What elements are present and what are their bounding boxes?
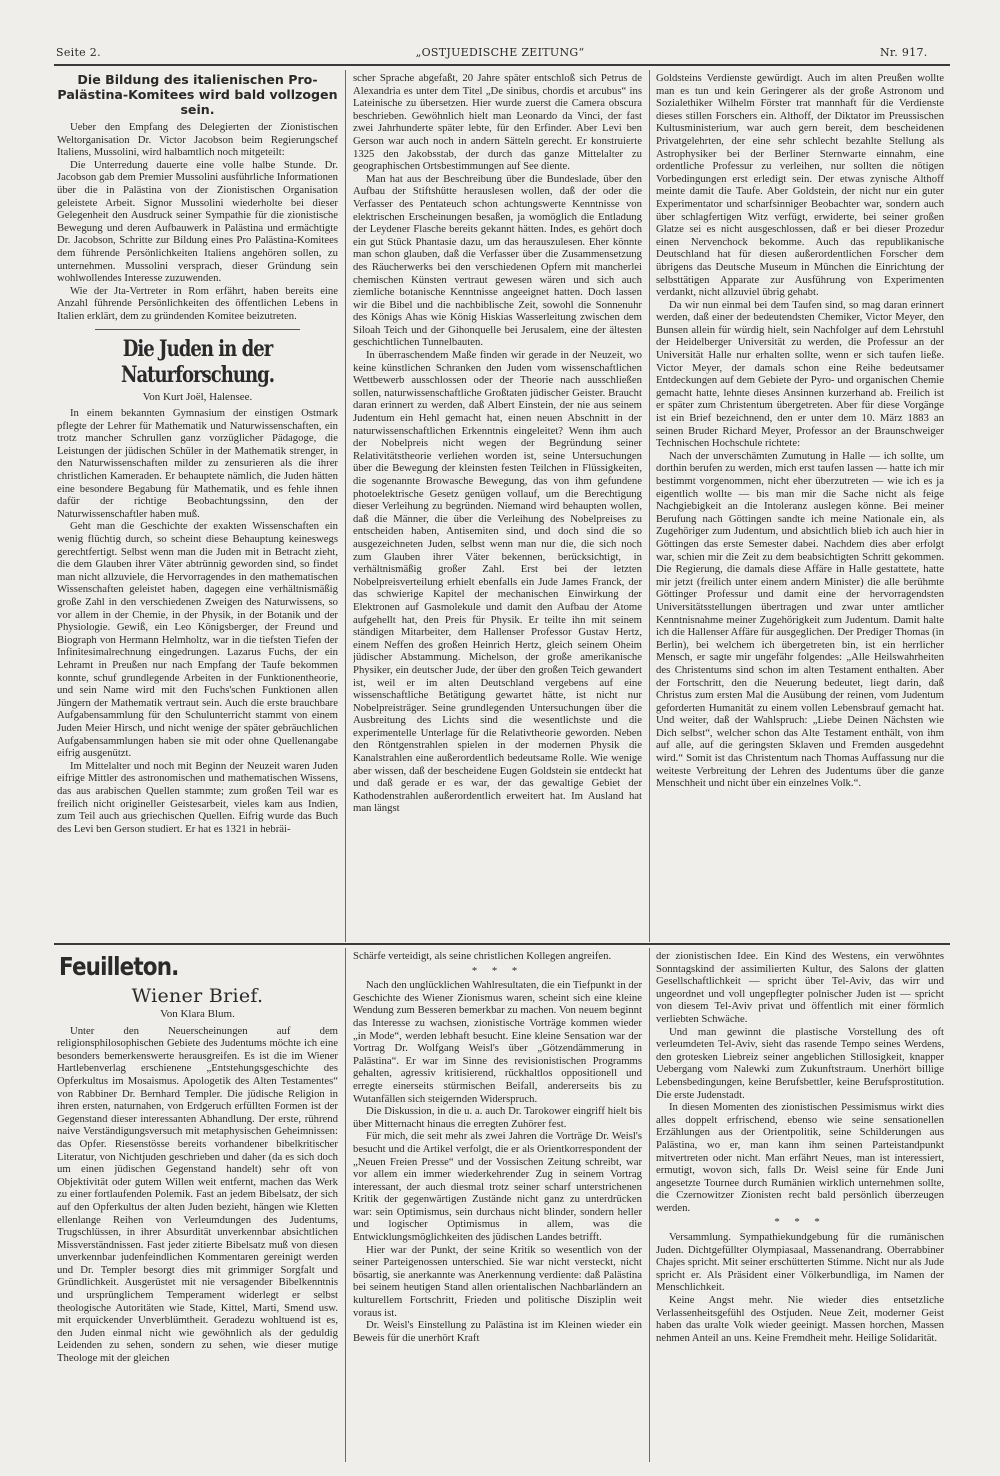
article-headline: Die Bildung des italienischen Pro-Palästina-Komitees wird bald vollzogen sein. — [57, 72, 338, 117]
column-lower-2 — [353, 950, 642, 1462]
article-paragraph: Goldsteins Verdienste gewürdigt. Auch im alten Preußen wollte man es tun und kein Geringerer als der große Astronom und Sozialethiker Wilhelm Förster trat mannhaft für die Verdienste dieses stillen Forschers ein. Althoff, der Diktator im Preussischen Kultusministerium, war auch gern bereit, dem bescheidenen Privatgelehrten, der eine sehr schlecht bezahlte Stellung als Astrophysiker bei der Berliner Sternwarte einnahm, eine ordentliche Professur zu verleihen, nur sollten die nötigen Vorbedingungen erst erledigt sein. Der etwas zynische Althoff meinte damit die Taufe. Aber Goldstein, der nicht nur ein guter Experimentator und scharfsinniger Beobachter war, sondern auch über schlagfertigen Witz verfügt, erwiderte, bei seiner großen Glatze sei es nicht ausgeschlossen, daß er bei dieser Prozedur einen Nervenchock bekomme. Auch das republikanische Deutschland hat für diesen außerordentlichen Forscher dem übrigens das Deutsche Museum in München die Einrichtung der selbsttätigen Apparate zur Ausführung von Experimenten verdankt, nicht allzuviel übrig gehabt. — [656, 72, 944, 299]
page-label: Seite 2. — [56, 46, 101, 59]
newspaper-title: „OSTJUEDISCHE ZEITUNG“ — [415, 46, 585, 59]
article-paragraph: In überraschendem Maße finden wir gerade in der Neuzeit, wo keine künstlichen Schranken den Juden vom wissenschaftlichen Wettbewerb ausschlossen oder der Theorie nach ausschließen sollen, naturwissenschaftliche Großtaten jüdischer Geister. Braucht daran erinnert zu werden, daß Albert Einstein, der nie aus seinem Judentum ein Hehl gemacht hat, einen neuen Abschnitt in der naturwissenschaftlichen Erkenntnis eingeleitet? Wenn ihm auch der Nobelpreis nicht wegen der Begründung seiner Relativitätstheorie verliehen worden ist, seine Untersuchungen über die Bewegung der kleinsten festen Teilchen in Flüssigkeiten, die sogenannte Browasche Bewegung, das von ihm gefundene photoelektrische Gesetz genügen vollauf, um die Berechtigung dieser Verleihung zu begründen. Niemand wird behaupten wollen, daß die Männer, die über die Verleihung des Nobelpreises zu entscheiden haben, Antisemiten sind, und doch sind die so ausgezeichneten Juden, selbst wenn man nur die, die sich noch zum Glauben ihrer Väter bekennen, berücksichtigt, in verhältnismäßig großer Zahl. Erst bei der letzten Nobelpreisverteilung erhielt ebenfalls ein Jude James Franck, der das schwierige Kapitel der mechanischen Einwirkung der Elektronen auf Gasmolekule und damit den Aufbau der Atome aufgehellt hat, den Preis für Physik. Er teilte ihn mit seinem ständigen Mitarbeiter, dem Hallenser Professor Gustav Hertz, einem Neffen des großen Heinrich Hertz, gleich seinem Oheim jüdischer Abstammung. Michelson, der große amerikanische Physiker, ein deutscher Jude, der über den großen Teich gewandert ist, weil er im alten Deutschland vergebens auf eine wissenschaftliche Betätigung gewartet hätte, ist nicht nur Nobelpreisträger. Seine grundlegenden Untersuchungen über die Ausbreitung des Lichts sind die wesentlichste und die experimentelle Unterlage für die Relativtheorie geworden. Neben den Röntgenstrahlen spielen in der modernen Physik die Kanalstrahlen eine außerordentlich bedeutsame Rolle. Wie wenige aber wissen, daß der bescheidene Eugen Goldstein sie entdeckt hat und daß gerade er es war, der das gewaltige Gebiet der Kathodenstrahlen außerordentlich erweitert hat. Im Ausland hat man längst — [353, 349, 642, 815]
article-headline: Die Juden in der Naturforschung. — [120, 335, 275, 388]
article-paragraph: Hier war der Punkt, der seine Kritik so wesentlich von der seiner Parteigenossen unterschied. Sie war nicht versteckt, nicht bösartig, sie anerkannte was Anerkennung verdiente: daß Palästina bei seinem heutigen Stand allen orientalischen Nachbarländern an kulturellem Fortschritt, Frieden und politische Disziplin weit voraus ist. — [353, 1243, 642, 1319]
issue-number: Nr. 917. — [880, 46, 928, 59]
article-paragraph: In diesen Momenten des zionistischen Pessimismus wirkt dies alles doppelt erfrischend, ebenso wie seine sensationellen Erzählungen aus der Orientpolitik, seine Schilderungen aus Palästina, wo er, man kann ihm seinen Parteistandpunkt mitvertreten oder nicht. Man erfährt Neues, man ist interessiert, ermutigt, wovon sich, falls Dr. Weisl seine für Ende Juni angesetzte Tournee durch Rumänien wirklich unternehmen sollte, die Czernowitzer Zionisten recht bald persönlich überzeugen werden. — [656, 1101, 944, 1214]
article-paragraph: Wie der Jta-Vertreter in Rom erfährt, haben bereits eine Anzahl führende Persönlichkeiten des öffentlichen Lebens in Italien erklärt, dem zu gründenden Komitee beizutreten. — [57, 284, 338, 322]
article-paragraph: Man hat aus der Beschreibung über die Bundeslade, über den Aufbau der Stiftshütte herauslesen wollen, daß der oder die Verfasser des Pentateuch schon achtungswerte Kenntnisse von elektrischen Erscheinungen besaßen, ja womöglich die Entladung der Leydener Flasche bereits gekannt hätten. Indes, es gehört doch ein gut Stück Phantasie dazu, um das herauszulesen. Eher könnte man schon glauben, daß die Verfasser über die Zusammensetzung des Räucherwerks bei den verschiedenen Opfern mit mancherlei chemischen Künsten vertraut gewesen wären und sich auch ziemliche botanische Kenntnisse angeeignet hatten. Doch lassen wir die Bibel und die nachbiblische Zeit, sowohl die Sonnenuhr des Königs Ahas wie König Hiskias Wasserleitung zwischen dem Siloah Teich und der Gihonquelle bei Jerusalem, eine der ältesten geschichtlichen Tunnelbauten. — [353, 172, 642, 349]
feuilleton-title: Wiener Brief. — [131, 985, 264, 1007]
article-paragraph: Die Unterredung dauerte eine volle halbe Stunde. Dr. Jacobson gab dem Premier Mussolini ausführliche Informationen über die in Palästina von der Zionistischen Organisation geleistete Arbeit. Signor Mussolini wiederholte bei dieser Gelegenheit den Ausdruck seiner Sympathie für die zionistische Bewegung und deren Aufbauwerk in Palästina und ermächtigte Dr. Jacobson, Schritte zur Bildung eines Pro Palästina-Komitees dem führende Persönlichkeiten Italiens angehören sollen, zu unternehmen. Mussolini versprach, dieser Gründung sein wohlwollendes Interesse zuzuwenden. — [57, 158, 338, 285]
article-paragraph: Geht man die Geschichte der exakten Wissenschaften ein wenig flüchtig durch, so scheint diese Behauptung keineswegs gerechtfertigt. Selbst wenn man die Juden mit in Betracht zieht, die dem Glauben ihrer Väter abtrünnig geworden sind, so findet man nicht allzuviele, die Hervorragendes in den mathematischen Wissenschaften geleistet haben, dagegen eine verhältnismäßig große Zahl in den verschiedenen Zweigen des Naturwissens, so vor allem in der Chemie, in der Physik, in der Botanik und der Physiologie. Gewiß, ein Leo Königsberger, der Freund und Biograph von Hermann Helmholtz, war in die tiefsten Tiefen der Infinitesimalrechnung eingedrungen. Lazarus Fuchs, der ein Lehramt in Preußen nur nach Empfang der Taufe bekommen konnte, schuf grundlegende Arbeiten in der Funktionentheorie, und sein Name wird mit den Fuchs'schen Funktionen allen Jüngern der Mathematik vertraut sein. Auch die erste brauchbare Aufgabensammlung für den Schulunterricht stammt von einem Juden Meier Hirsch, und nicht wenige der später gebräuchlichen Aufgabensammlungen haben sie mit oder ohne Quellenangabe eifrig ausgenützt. — [57, 520, 338, 760]
article-paragraph: Die Diskussion, in die u. a. auch Dr. Tarokower eingriff hielt bis über Mitternacht hinaus die erregten Zuhörer fest. — [353, 1105, 642, 1130]
article-paragraph: Im Mittelalter und noch mit Beginn der Neuzeit waren Juden eifrige Mittler des astronomischen und mathematischen Wissens, das aus arabischen Quellen stammte; zum großen Teil war es freilich nicht origineller Geistesarbeit, vieles kam aus Indien, zum Teil auch aus griechischen Quellen. Eifrig wurde das Buch des Levi ben Gerson studiert. Er hat es 1321 in hebräi- — [57, 759, 338, 835]
column-divider — [345, 70, 346, 942]
feuilleton-byline: Von Klara Blum. — [160, 1008, 235, 1020]
section-title: Feuilleton. — [59, 952, 179, 981]
article-paragraph: Schärfe verteidigt, als seine christlichen Kollegen angreifen. — [353, 950, 612, 962]
article-paragraph: Ueber den Empfang des Delegierten der Zionistischen Weltorganisation Dr. Victor Jacobson beim Regierungschef Italiens, Mussolini, wird halbamtlich noch mitgeteilt: — [57, 121, 338, 159]
section-stars: * * * — [471, 964, 524, 977]
article-paragraph: In einem bekannten Gymnasium der einstigen Ostmark pflegte der Lehrer für Mathematik und Naturwissenschaften, ein trotz mancher Schrullen ganz vorzüglicher Pädagoge, die Leistungen der jüdischen Schüler in der Mathematik strenger, in den Naturwissenschaften milder zu zensurieren als die ihrer christlichen Kameraden. Er behauptete nämlich, die Juden hätten eine besondere Begabung für Mathematik, und es fehle ihnen dafür der richtige Beobachtungssinn, den der Naturwissenschaftler haben muß. — [57, 407, 338, 520]
column-upper-2 — [353, 72, 642, 940]
article-paragraph: Keine Angst mehr. Nie wieder dies entsetzliche Verlassenheitsgefühl des Ostjuden. Neue Zeit, moderner Geist haben das uralte Volk wieder geeinigt. Massen horchen, Massen nehmen Anteil an uns. Keine Fremdheit mehr. Heilige Solidarität. — [656, 1294, 944, 1344]
column-upper-3 — [656, 72, 944, 940]
article-paragraph: Da wir nun einmal bei dem Taufen sind, so mag daran erinnert werden, daß einer der bedeutendsten Chemiker, Victor Meyer, den Bunsen allein für würdig hielt, sein Nachfolger auf dem Lehrstuhl der Heidelberger Universität zu werden, die Professur an der Universität Halle nur erhalten sollte, wenn er sich taufen ließe. Victor Meyer, der damals schon eine Reihe bedeutsamer Entdeckungen auf dem Gebiete der Pyro- und organischen Chemie gemacht hatte, lehnte dieses Ansinnen kurzerhand ab. Freilich ist er später zum Christentum übergetreten. Aber für diese Vorgänge ist ein Brief bezeichnend, den er unter dem 10. März 1883 an seinen Bruder Richard Meyer, Professor an der Braunschweiger Technischen Hochschule richtete: — [656, 298, 944, 450]
header-rule — [54, 64, 950, 66]
article-paragraph: Versammlung. Sympathiekundgebung für die rumänischen Juden. Dichtgefüllter Olympiasaal, Massenandrang. Oberrabbiner Chajes spricht. Mit seiner erschütterten Stimme. Nicht nur als Jude spricht er. Als Präsident einer Völkerbundliga, im Namen der Menschlichkeit. — [656, 1231, 944, 1294]
column-divider — [345, 948, 346, 1462]
article-paragraph: scher Sprache abgefaßt, 20 Jahre später entschloß sich Petrus de Alexandria es unter dem Titel „De sinibus, chordis et arcubus“ ins Lateinische zu übersetzen. Hier wurde zuerst die Camera obscura beschrieben. Gewöhnlich hielt man Leonardo da Vinci, der fast zwei Jahrhunderte später lebte, für den Erfinder. Aber Levi ben Gerson war auch noch in andern Sätteln gerecht. Er konstruierte 1325 den Jakobsstab, der durch das ganze Mittelalter zu geographischen Ortsbestimmungen auf See diente. — [353, 72, 642, 173]
section-stars: * * * — [774, 1216, 826, 1229]
column-divider — [649, 70, 650, 942]
column-upper-1 — [57, 72, 338, 940]
article-paragraph: Für mich, die seit mehr als zwei Jahren die Vorträge Dr. Weisl's besucht und die Artikel verfolgt, die er als Orientkorrespondent der „Neuen Freien Presse“ und der Vossischen Zeitung schreibt, war vor allem ein immer wiederkehrender Zug in seinem Vortrag interessant, der auch diesmal trotz seiner scharf unterstrichenen Kritik der gegenwärtigen Zustände nicht ganz zu unterdrücken war: sein Optimismus, sein durchaus nicht blinder, sondern heller und logischer Optimismus in allem, was die Entwicklungsmöglichkeiten des jüdischen Landes betrifft. — [353, 1130, 642, 1244]
feuilleton-rule — [54, 943, 950, 945]
column-lower-3 — [656, 950, 944, 1462]
separator-rule — [95, 329, 300, 330]
article-byline: Von Kurt Joël, Halensee. — [142, 390, 253, 403]
article-paragraph: Nach den unglücklichen Wahlresultaten, die ein Tiefpunkt in der Geschichte des Wiener Zionismus waren, scheint sich eine kleine Wendung zum Besseren bemerkbar zu machen. Von neuem beginnt das Interesse zu wachsen, zionistische Vorträge kommen wieder „in Mode“, werden lebhaft besucht. Eine kleine Sensation war der Vortrag Dr. Wolfgang Weisl's über „Götzendämmerung in Palästina“. Er war im Sinne des revisionistischen Programms gehalten, agressiv kritisierend, rückhaltlos oppositionell und erregte einerseits stürmischen Beifall, andererseits bis zu Wutanfällen sich steigernden Widerspruch. — [353, 979, 642, 1105]
article-paragraph: der zionistischen Idee. Ein Kind des Westens, ein verwöhntes Sonntagskind der assimilierten Kultur, des Salons der glatten Gesellschaftlichkeit — spricht über Tel-Aviv, das wirr und ungeordnet und voll ungepflegter polnischer Juden ist — spricht von diesem Tel-Aviv privat und öffentlich mit einer förmlich verliebten Schwäche. — [656, 950, 944, 1025]
article-paragraph: Und man gewinnt die plastische Vorstellung des oft verleumdeten Tel-Aviv, sieht das rasende Tempo seines Werdens, den grotesken Liebreiz seiner angeblichen Stillosigkeit, knapper Uebergang vom Nalewki zum Zukunftstraum. Unerhört billige Lebensbedingungen, keine Berufsbettler, keine Berufsprostitution. Die erste Judenstadt. — [656, 1025, 944, 1101]
column-lower-1 — [57, 950, 338, 1462]
column-divider — [649, 948, 650, 1462]
article-paragraph: Nach der unverschämten Zumutung in Halle — ich sollte, um dorthin berufen zu werden, mich erst taufen lassen — hatte ich mir bestimmt vorgenommen, nicht eher überzutreten — wie ich es ja eigentlich wollte — bis man mir die Sache nicht als feige Nachgiebigkeit an die Intoleranz auslegen könne. Bei meiner Berufung nach Göttingen sandte ich meine Nationale ein, als Zugehöriger zum Judentum, und absichtlich blieb ich auch hier in Göttingen das erste Semester dabei. Nachdem dies aber erfolgt war, schien mir die Zeit zu dem beabsichtigten Schritt gekommen. Die Regierung, die damals diese Affäre in Halle gestattete, hatte mir jetzt (freilich unter einem andern Minister) die alle berühmte Göttinger Professur und damit eine der hervorragendsten Universitätsstellungen übertragen und zwar unter amtlicher Kenntnisnahme meiner Zugehörigkeit zum Judentum. Damit halte ich die Hallenser Affäre für ausgeglichen. Der Prediger Thomas (in Berlin), bei welchem ich übergetreten bin, ist ein herrlicher Mensch, er sagte mir ungefähr folgendes: „Alle Heilswahrheiten des Christentums sind schon im alten Testament enthalten. Aber der Fortschritt, den die Neuerung bedeutet, liegt darin, daß Christus zum ersten Mal die Ausübung der reinen, vom Judentum geforderten Humanität zu einem vollen Lebensbrauf gemacht hat. Und weiter, daß der Wahlspruch: „Liebe Deinen Nächsten wie Dich selbst“, welcher schon das Alte Testament enthält, von ihm auf alle, auf die geringsten Sklaven und Fremden ausgedehnt wird.“ Somit ist das Christentum nach Thomas Auffassung nur die weiteste Verbreitung der Lehren des Judentums über die ganze Menschheit und nicht über ein einzelnes Volk.“. — [656, 449, 944, 790]
article-paragraph: Dr. Weisl's Einstellung zu Palästina ist im Kleinen wieder ein Beweis für die unerhört Kraft — [353, 1319, 642, 1344]
article-paragraph: Unter den Neuerscheinungen auf dem religionsphilosophischen Gebiete des Judentums möchte ich eine besonders bemerkenswerte herausgreifen. Es ist die im Wiener Hartlebenverlag erschienene „Entstehungsgeschichte des Opferkultus im Mosaismus. Apologetik des Alten Testamentes“ von Rabbiner Dr. Bernhard Templer. Die jüdische Religion in ihren ersten, naturnahen, von Erdgeruch erfüllten Formen ist der Gegenstand dieser interessanten Abhandlung. Der erste, rührend naive Verständigungsversuch mit metaphysischen Geheimnissen: das Opfer. Riesenstösse bereits vorhandener bibelkritischer Literatur, von Nichtjuden geschrieben und daher (da es sich doch um einen jüdischen Gegenstand handelt) sehr oft von Objektivität oder gutem Willen weit entfernt, machen das Werk zu einer fortlaufenden Polemik. Fast an jedem Bibelsatz, der sich auf den Opferkultus der alten Juden bezieht, hängen wie Kletten ellenlange Reihen von Verleumdungen des Judentums, Trugschlüssen, in ihrer Absurdität unverkennbar absichtlichen Missverständnissen. Fast jeder zitierte Bibelsatz muß von diesen unverkennbar judenfeindlichen Kommentaren gereinigt werden und Dr. Templer besorgt dies mit grimmiger Sorgfalt und Gründlichkeit. Ausgerüstet mit nie versagender Bibelkenntnis und ursprünglichem Temperament widerlegt er selbst theologische Autoritäten wie Stade, Kittel, Marti, Smend usw. mit erquickender Unverblümtheit. Geradezu wohltuend ist es, den Juden einmal nicht wie gewöhnlich als der geduldig Leidenden zu sehen, sondern zu sehen, wie dieser mutige Theologe mit der gleichen — [57, 1024, 338, 1365]
